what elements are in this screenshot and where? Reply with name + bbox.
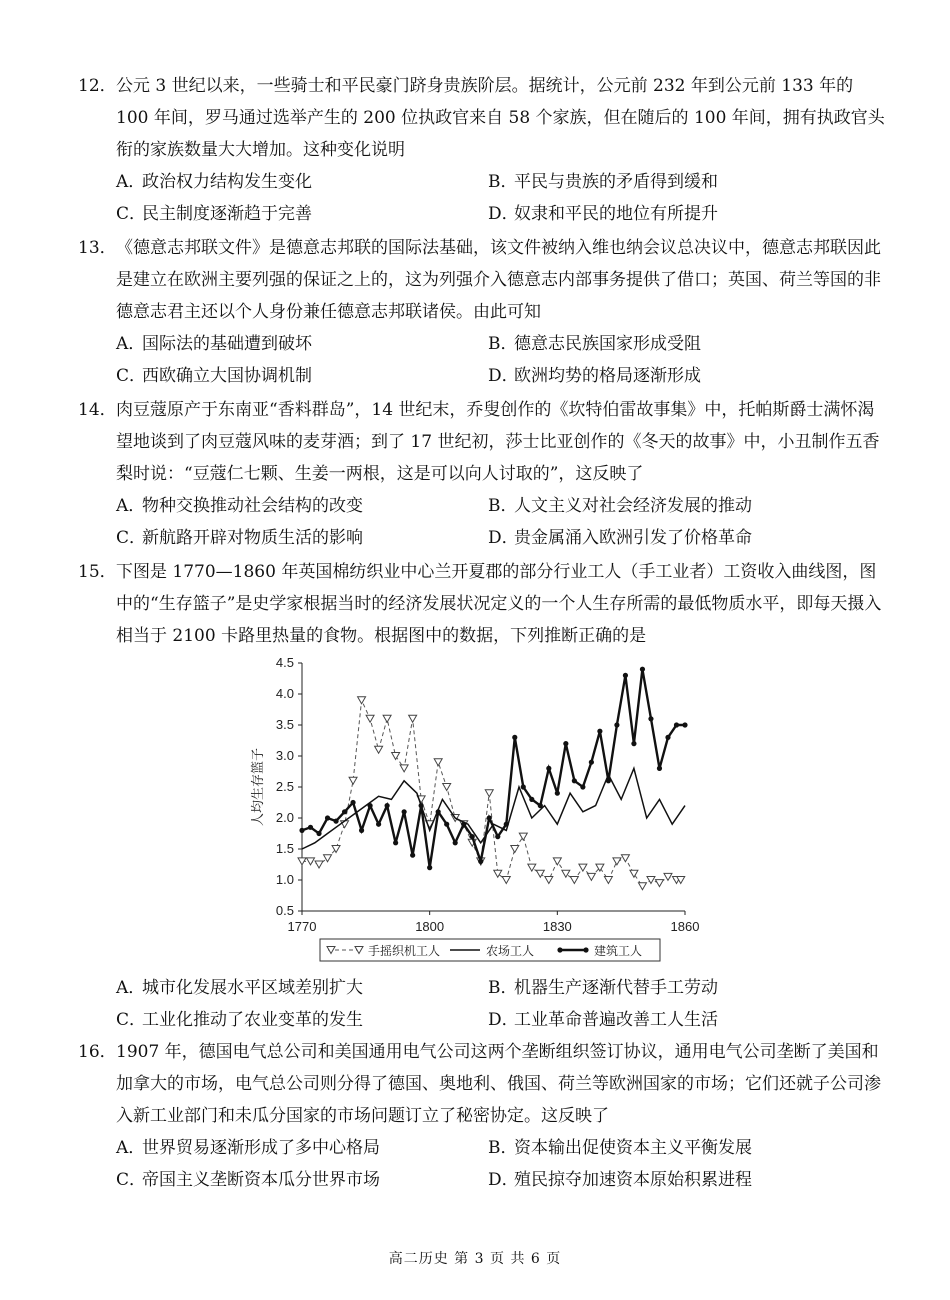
legend-label: 农场工人 [486,944,535,958]
data-point [470,834,475,839]
data-point [512,735,517,740]
data-point [427,865,432,870]
option-label: A． [116,496,146,516]
question-text: 下图是 1770—1860 年英国棉纺织业中心兰开夏郡的部分行业工人（手工业者）工资收入曲线图，图中的“生存篮子”是史学家根据当时的经济发展状况定义的一个人生存所需的最低物质水平，即每天摄入相当于 2100 卡路里热量的食物。根据图中的数据，下列推断正确的是 [116,562,882,646]
option-b[interactable] [488,972,908,1004]
option-text: 资本输出促使资本主义平衡发展 [514,1138,752,1158]
y-tick-label: 3.5 [275,717,294,732]
wage-chart [240,655,710,965]
data-point [359,828,364,833]
data-point [657,766,662,771]
data-point [434,759,442,766]
option-c[interactable] [116,360,488,392]
data-point [436,809,441,814]
question-14 [78,394,888,554]
data-point [587,873,595,880]
question-text: 肉豆蔻原产于东南亚“香料群岛”，14 世纪末，乔叟创作的《坎特伯雷故事集》中，托帕斯爵士满怀渴望地谈到了肉豆蔻风味的麦芽酒；到了 17 世纪初，莎士比亚创作的《冬天的故事》中，小丑制作五香梨时说：“豆蔻仁七颗、生姜一两根，这是可以向人讨取的”，这反映了 [116,400,880,484]
option-d[interactable] [488,360,908,392]
data-point [375,746,383,753]
y-tick-label: 2.5 [275,779,294,794]
data-point [485,790,493,797]
y-tick-label: 1.5 [275,841,294,856]
data-point [504,822,509,827]
data-point [538,803,543,808]
data-point [555,791,560,796]
question-number: 14． [78,400,117,420]
option-label: C． [116,366,147,386]
question-stem [78,394,888,490]
wage-chart-svg [240,655,710,965]
option-text: 工业革命普遍改善工人生活 [514,1010,718,1030]
data-point [572,778,577,783]
question-12 [78,70,888,230]
x-tick-label: 1830 [542,919,572,934]
legend [320,939,660,961]
data-point [366,715,374,722]
x-tick-label: 1800 [415,919,445,934]
question-stem [78,1036,888,1132]
data-point [682,722,687,727]
option-text: 帝国主义垄断资本瓜分世界市场 [142,1170,380,1190]
question-number: 13． [78,238,117,258]
option-label: D． [488,366,519,386]
option-a[interactable] [116,972,488,1004]
option-d[interactable] [488,522,908,554]
option-text: 平民与贵族的矛盾得到缓和 [514,172,718,192]
option-list [78,1132,888,1196]
option-label: D． [488,1010,519,1030]
legend-marker [583,947,588,952]
data-point [307,858,315,865]
option-c[interactable] [116,1004,488,1036]
question-text: 公元 3 世纪以来，一些骑士和平民豪门跻身贵族阶层。据统计，公元前 232 年到公元前 133 年的 100 年间，罗马通过选举产生的 200 位执政官来自 58 个家族，但在随后的 100 年间，拥有执政官头衔的家族数量大大增加。这种变化说明 [116,76,885,160]
data-point [358,697,366,704]
option-label: D． [488,204,519,224]
data-point [350,800,355,805]
question-stem [78,70,888,166]
option-label: D． [488,1170,519,1190]
data-point [606,778,611,783]
option-label: A． [116,334,146,354]
data-point [589,760,594,765]
option-text: 殖民掠夺加速资本原始积累进程 [514,1170,752,1190]
data-point [487,815,492,820]
y-tick-label: 1.0 [275,872,294,887]
data-point [333,819,338,824]
data-point [553,858,561,865]
data-point [367,803,372,808]
option-c[interactable] [116,1164,488,1196]
data-point [444,822,449,827]
legend-marker [557,947,562,952]
data-point [385,803,390,808]
option-text: 西欧确立大国协调机制 [142,366,312,386]
option-list [78,972,888,1036]
data-point [419,803,424,808]
option-list [78,328,888,392]
option-c[interactable] [116,522,488,554]
data-point [299,828,304,833]
question-number: 12． [78,76,117,96]
option-text: 机器生产逐渐代替手工劳动 [514,978,718,998]
data-point [453,840,458,845]
option-label: A． [116,978,146,998]
data-point [349,777,357,784]
option-d[interactable] [488,198,908,230]
option-label: B． [488,496,518,516]
option-list [78,490,888,554]
option-label: C． [116,1010,147,1030]
data-point [315,861,323,868]
data-point [393,840,398,845]
option-text: 城市化发展水平区域差别扩大 [142,978,363,998]
option-label: D． [488,528,519,548]
data-point [546,766,551,771]
data-point [502,877,510,884]
option-label: C． [116,204,147,224]
data-point [409,715,417,722]
question-text: 1907 年，德国电气总公司和美国通用电气公司这两个垄断组织签订协议，通用电气公司垄断了美国和加拿大的市场，电气总公司则分得了德国、奥地利、俄国、荷兰等欧洲国家的市场；它们还就子公司渗入新工业部门和未瓜分国家的市场问题订立了秘密协定。这反映了 [116,1042,881,1126]
question-15 [78,556,888,652]
y-tick-label: 4.0 [275,686,294,701]
data-point [308,825,313,830]
question-number: 16． [78,1042,117,1062]
option-d[interactable] [488,1004,908,1036]
option-text: 国际法的基础遭到破坏 [142,334,312,354]
option-text: 德意志民族国家形成受阻 [514,334,701,354]
data-point [383,715,391,722]
option-label: C． [116,528,147,548]
y-tick-label: 4.5 [275,655,294,670]
data-point [638,883,646,890]
data-point [580,784,585,789]
option-label: B． [488,1138,518,1158]
y-tick-label: 0.5 [275,903,294,918]
option-label: A． [116,1138,146,1158]
option-label: B． [488,978,518,998]
question-15-options [78,972,888,1036]
option-text: 政治权力结构发生变化 [142,172,312,192]
option-label: A． [116,172,146,192]
option-text: 民主制度逐渐趋于完善 [142,204,312,224]
data-point [392,753,400,760]
page-footer: 高二历史 第 3 页 共 6 页 [388,1251,562,1267]
data-point [325,815,330,820]
x-tick-label: 1770 [287,919,317,934]
option-text: 欧洲均势的格局逐渐形成 [514,366,701,386]
data-point [519,833,527,840]
option-text: 物种交换推动社会结构的改变 [142,496,363,516]
option-a[interactable] [116,328,488,360]
option-text: 奴隶和平民的地位有所提升 [514,204,718,224]
data-point [674,722,679,727]
data-point [579,864,587,871]
data-point [410,853,415,858]
data-point [631,741,636,746]
data-point [597,729,602,734]
option-a[interactable] [116,1132,488,1164]
data-point [545,877,553,884]
data-point [563,741,568,746]
option-a[interactable] [116,490,488,522]
data-point [400,765,408,772]
option-label: C． [116,1170,147,1190]
data-point [376,822,381,827]
legend-label: 建筑工人 [594,944,643,958]
data-point [511,846,519,853]
question-text: 《德意志邦联文件》是德意志邦联的国际法基础，该文件被纳入维也纳会议总决议中，德意志邦联因此是建立在欧洲主要列强的保证之上的，这为列强介入德意志内部事务提供了借口；英国、荷兰等国的非德意志君主还以个人身份兼任德意志邦联诸侯。由此可知 [116,238,881,322]
question-16 [78,1036,888,1196]
option-text: 人文主义对社会经济发展的推动 [514,496,752,516]
data-point [443,784,451,791]
option-text: 新航路开辟对物质生活的影响 [142,528,363,548]
y-tick-label: 3.0 [275,748,294,763]
option-b[interactable] [488,328,908,360]
option-list [78,166,888,230]
option-b[interactable] [488,166,908,198]
series-0 [298,697,685,890]
option-a[interactable] [116,166,488,198]
data-point [664,873,672,880]
question-stem [78,232,888,328]
data-point [495,834,500,839]
option-text: 贵金属涌入欧洲引发了价格革命 [514,528,752,548]
y-tick-label: 2.0 [275,810,294,825]
data-point [613,858,621,865]
option-b[interactable] [488,1132,908,1164]
option-text: 工业化推动了农业变革的发生 [142,1010,363,1030]
data-point [570,877,578,884]
data-point [647,877,655,884]
option-label: B． [488,334,518,354]
question-stem [78,556,888,652]
data-point [614,722,619,727]
data-point [478,859,483,864]
data-point [342,809,347,814]
data-point [640,667,645,672]
option-b[interactable] [488,490,908,522]
option-c[interactable] [116,198,488,230]
data-point [655,880,663,887]
option-text: 世界贸易逐渐形成了多中心格局 [142,1138,380,1158]
data-point [604,877,612,884]
option-label: B． [488,172,518,192]
data-point [665,735,670,740]
data-point [316,831,321,836]
data-point [623,673,628,678]
data-point [461,822,466,827]
option-d[interactable] [488,1164,908,1196]
x-tick-label: 1860 [670,919,700,934]
data-point [648,716,653,721]
data-point [521,784,526,789]
data-point [630,870,638,877]
data-point [621,855,629,862]
legend-label: 手摇织机工人 [368,944,441,958]
y-axis-label: 人均生存篮子 [251,747,266,827]
question-13 [78,232,888,392]
data-point [529,797,534,802]
question-number: 15． [78,562,117,582]
data-point [402,809,407,814]
